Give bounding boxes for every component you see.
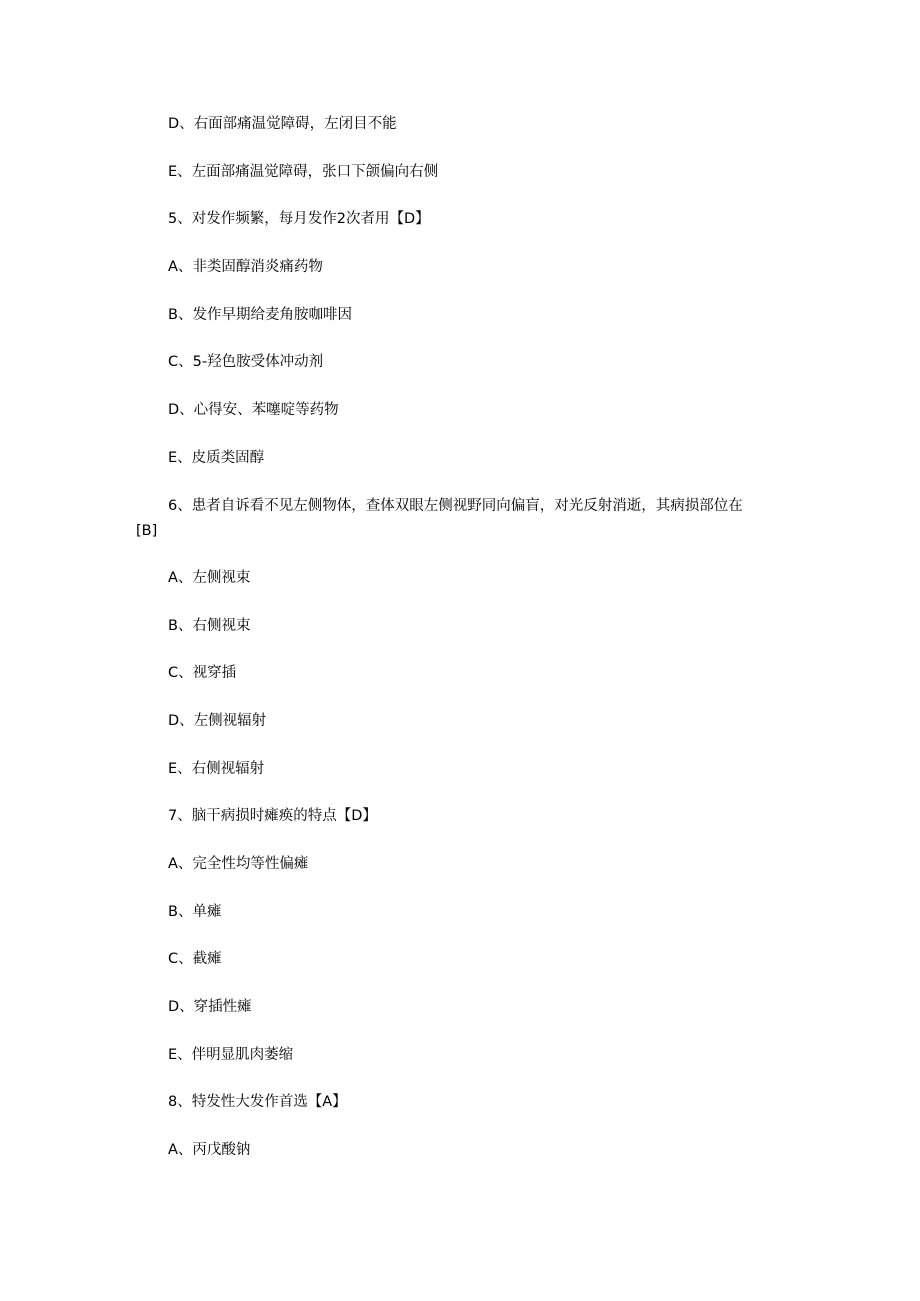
question-6-answer: [B] xyxy=(136,523,158,539)
question-8: 8、特发性大发作首选【A】 xyxy=(168,1094,347,1110)
option-d-q4: D、右面部痛温觉障碍，左闭目不能 xyxy=(168,116,397,132)
option-e-q6: E、右侧视辐射 xyxy=(168,761,265,777)
option-a-q8: A、丙戊酸钠 xyxy=(168,1142,251,1158)
option-a-q6: A、左侧视束 xyxy=(168,570,251,586)
option-a-q5: A、非类固醇消炎痛药物 xyxy=(168,259,323,275)
option-a-q7: A、完全性均等性偏瘫 xyxy=(168,856,309,872)
option-e-q5: E、皮质类固醇 xyxy=(168,450,265,466)
option-d-q6: D、左侧视辐射 xyxy=(168,713,267,729)
question-7: 7、脑干病损时瘫痪的特点【D】 xyxy=(168,808,377,824)
option-b-q5: B、发作早期给麦角胺咖啡因 xyxy=(168,307,352,323)
option-c-q7: C、截瘫 xyxy=(168,951,222,967)
option-c-q6: C、视穿插 xyxy=(168,665,237,681)
option-c-q5: C、5-羟色胺受体冲动剂 xyxy=(168,354,324,370)
option-d-q5: D、心得安、苯噻啶等药物 xyxy=(168,402,339,418)
option-b-q6: B、右侧视束 xyxy=(168,618,251,634)
question-6: 6、患者自诉看不见左侧物体，查体双眼左侧视野同向偏盲，对光反射消逝，其病损部位在 xyxy=(168,498,743,514)
option-b-q7: B、单瘫 xyxy=(168,904,222,920)
option-e-q7: E、伴明显肌肉萎缩 xyxy=(168,1047,294,1063)
option-d-q7: D、穿插性瘫 xyxy=(168,999,252,1015)
question-5: 5、对发作频繁，每月发作2次者用【D】 xyxy=(168,211,430,227)
option-e-q4: E、左面部痛温觉障碍，张口下颌偏向右侧 xyxy=(168,164,439,180)
